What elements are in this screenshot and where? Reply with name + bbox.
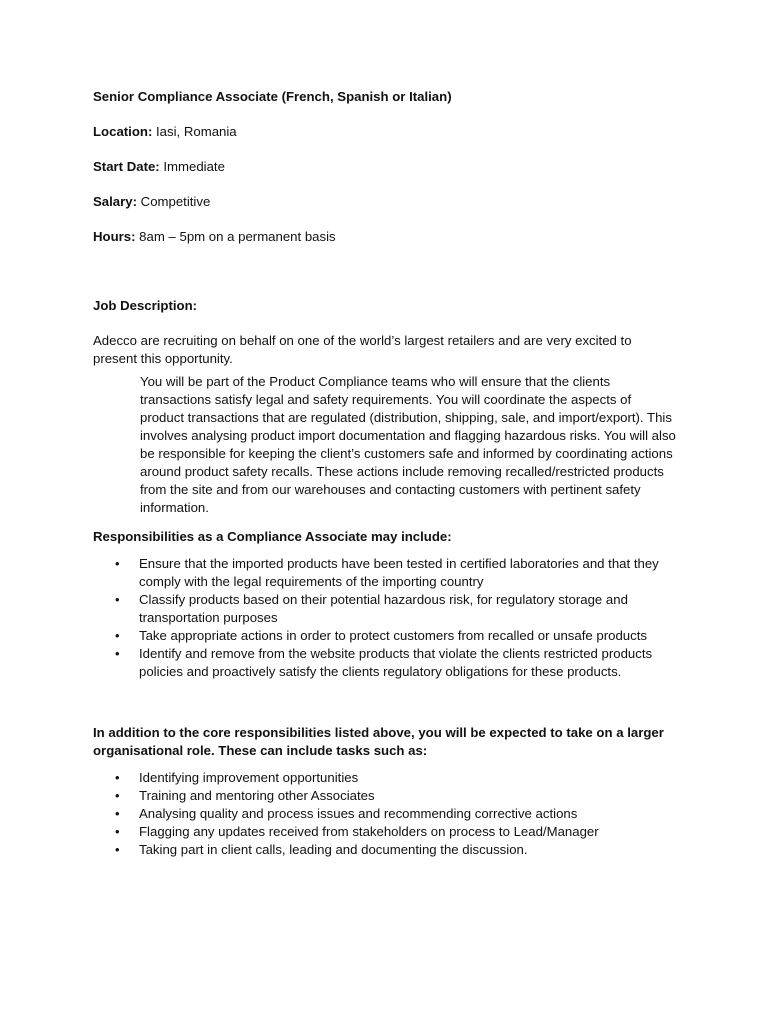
bullet-icon: • xyxy=(115,824,120,839)
additional-responsibilities-heading: In addition to the core responsibilities listed above, you will be expected to take on a larger organisational role. These can include tasks such as: xyxy=(93,725,664,758)
bullet-icon: • xyxy=(115,770,120,785)
bullet-icon: • xyxy=(115,842,120,857)
list-item-text: Flagging any updates received from stakeholders on process to Lead/Manager xyxy=(139,824,599,839)
tasks-list xyxy=(93,769,678,859)
list-item-text: Identifying improvement opportunities xyxy=(139,770,359,785)
responsibilities-list xyxy=(93,555,678,681)
detail-label: Hours: xyxy=(93,229,136,244)
bullet-icon: • xyxy=(115,592,120,607)
bullet-icon: • xyxy=(115,806,120,821)
bullet-icon: • xyxy=(115,556,120,571)
list-item xyxy=(93,555,678,591)
list-item-text: Take appropriate actions in order to protect customers from recalled or unsafe products xyxy=(139,628,647,643)
list-item xyxy=(93,805,678,823)
bullet-icon: • xyxy=(115,628,120,643)
detail-value: 8am – 5pm on a permanent basis xyxy=(135,229,336,244)
intro-paragraph: Adecco are recruiting on behalf on one of the world’s largest retailers and are very excited to present this opportunity. xyxy=(93,333,632,366)
list-item-text: Identify and remove from the website products that violate the clients restricted products policies and proactively satisfy the clients regulatory obligations for these products. xyxy=(139,646,653,679)
list-item xyxy=(93,841,678,859)
bullet-icon: • xyxy=(115,646,120,661)
list-item-text: Analysing quality and process issues and recommending corrective actions xyxy=(139,806,578,821)
list-item-text: Ensure that the imported products have been tested in certified laboratories and that they comply with the legal requirements of the importing country xyxy=(139,556,659,589)
detail-location xyxy=(93,123,678,141)
list-item xyxy=(93,769,678,787)
detail-label: Salary: xyxy=(93,194,137,209)
list-item xyxy=(93,787,678,805)
detail-hours xyxy=(93,228,678,246)
detail-value: Competitive xyxy=(137,194,211,209)
responsibilities-heading: Responsibilities as a Compliance Associate may include: xyxy=(93,529,452,544)
detail-label: Location: xyxy=(93,124,153,139)
list-item-text: Classify products based on their potential hazardous risk, for regulatory storage and transportation purposes xyxy=(139,592,628,625)
list-item xyxy=(93,645,678,681)
document-page xyxy=(93,88,678,859)
bullet-icon: • xyxy=(115,788,120,803)
list-item-text: Taking part in client calls, leading and documenting the discussion. xyxy=(139,842,528,857)
detail-value: Iasi, Romania xyxy=(152,124,237,139)
detail-salary xyxy=(93,193,678,211)
list-item xyxy=(93,627,678,645)
detail-start-date xyxy=(93,158,678,176)
indented-paragraph: You will be part of the Product Compliance teams who will ensure that the clients transactions satisfy legal and safety requirements. You will coordinate the aspects of product transactions that are regulated (distribution, shipping, sale, and import/export). This involves analysing product import documentation and flagging hazardous risks. You will also be responsible for keeping the client’s customers safe and informed by coordinating actions around product safety recalls. These actions include removing recalled/restricted products from the site and from our warehouses and contacting customers with pertinent safety information. xyxy=(140,374,676,515)
list-item xyxy=(93,591,678,627)
detail-label: Start Date: xyxy=(93,159,160,174)
detail-value: Immediate xyxy=(159,159,225,174)
list-item-text: Training and mentoring other Associates xyxy=(139,788,375,803)
job-description-heading: Job Description: xyxy=(93,298,198,313)
list-item xyxy=(93,823,678,841)
job-title: Senior Compliance Associate (French, Spanish or Italian) xyxy=(93,89,452,104)
